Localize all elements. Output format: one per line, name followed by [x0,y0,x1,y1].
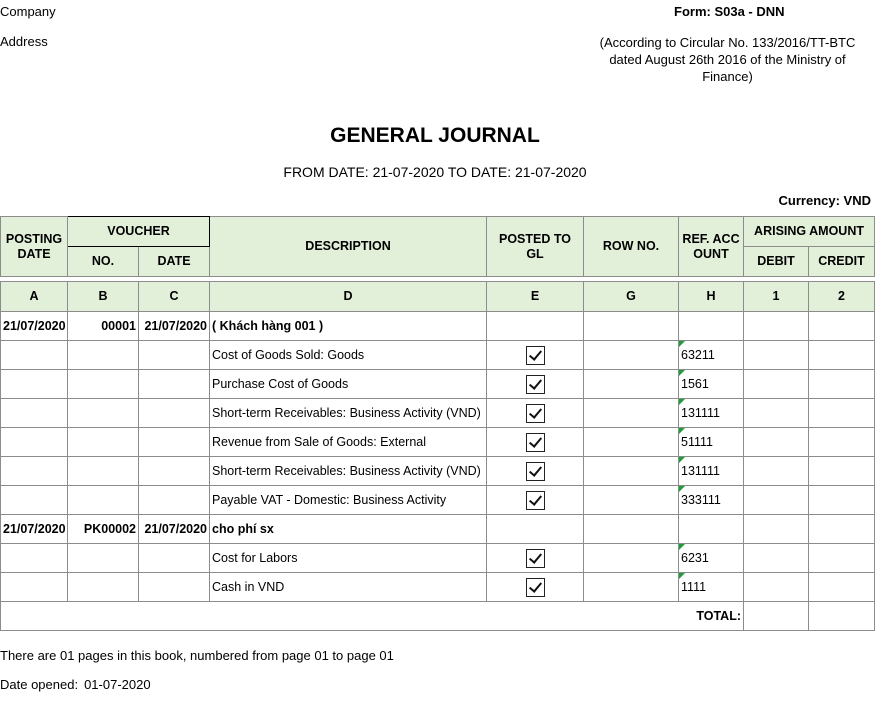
posted-checkbox[interactable] [526,404,545,423]
posting-date-cell [1,544,68,573]
voucher-no-cell [68,399,139,428]
posted-checkbox[interactable] [526,375,545,394]
credit-cell [809,573,875,602]
journal-line-row [1,428,875,457]
ref-account-value: 333111 [681,493,721,507]
col-arising-amount: ARISING AMOUNT [744,217,875,247]
posted-checkbox[interactable] [526,549,545,568]
debit-cell [744,544,809,573]
comment-marker-icon [679,573,685,579]
posted-to-gl-cell [487,515,584,544]
form-number: Form: S03a - DNN [674,4,785,19]
col-description: DESCRIPTION [210,217,487,277]
row-no-cell [584,515,679,544]
posting-date-cell [1,370,68,399]
ref-account-value: 131111 [681,406,720,420]
circular-line-2: dated August 26th 2016 of the Ministry of Finance) [609,52,846,84]
ref-account-value: 63211 [681,348,715,362]
posting-date-cell [1,457,68,486]
voucher-date-cell [139,457,210,486]
letter-h: H [679,282,744,312]
posted-checkbox[interactable] [526,433,545,452]
date-opened-label: Date opened: [0,677,79,692]
voucher-date-cell: 21/07/2020 [139,515,210,544]
posting-date-cell [1,573,68,602]
voucher-no-cell [68,486,139,515]
letter-b: B [68,282,139,312]
voucher-date-cell [139,573,210,602]
journal-line-row [1,399,875,428]
group-description-cell: ( Khách hàng 001 ) [210,312,487,341]
group-description-cell: cho phí sx [210,515,487,544]
ref-account-value: 6231 [681,551,709,565]
ref-account-cell [679,341,744,370]
total-debit-cell [744,602,809,631]
comment-marker-icon [679,428,685,434]
voucher-date-cell [139,486,210,515]
row-no-cell [584,573,679,602]
ref-account-cell [679,457,744,486]
posted-to-gl-cell [487,399,584,428]
voucher-no-cell: 00001 [68,312,139,341]
date-range: FROM DATE: 21-07-2020 TO DATE: 21-07-2020 [283,164,587,180]
circular-line-1: (According to Circular No. 133/2016/TT-BTC [599,35,856,50]
voucher-no-cell [68,370,139,399]
col-voucher: VOUCHER [68,217,210,247]
voucher-no-cell [68,544,139,573]
debit-cell [744,457,809,486]
comment-marker-icon [679,544,685,550]
journal-line-row [1,573,875,602]
line-description-cell: Revenue from Sale of Goods: External [210,428,487,457]
ref-account-value: 131111 [681,464,720,478]
journal-line-row [1,370,875,399]
line-description-cell: Cost of Goods Sold: Goods [210,341,487,370]
ref-account-cell [679,573,744,602]
debit-cell [744,341,809,370]
row-no-cell [584,399,679,428]
voucher-date-cell [139,399,210,428]
debit-cell [744,486,809,515]
letter-d: D [210,282,487,312]
total-label: TOTAL: [1,602,744,631]
letter-1: 1 [744,282,809,312]
voucher-date-cell [139,544,210,573]
debit-cell [744,515,809,544]
line-description-cell: Purchase Cost of Goods [210,370,487,399]
debit-cell [744,428,809,457]
posting-date-cell: 21/07/2020 [1,515,68,544]
journal-title: GENERAL JOURNAL [330,124,540,147]
credit-cell [809,312,875,341]
col-voucher-no: NO. [68,247,139,277]
line-description-cell: Short-term Receivables: Business Activity (VND) [210,399,487,428]
journal-table [0,216,875,631]
debit-cell [744,573,809,602]
line-description-cell: Cash in VND [210,573,487,602]
voucher-no-cell: PK00002 [68,515,139,544]
ref-account-cell [679,312,744,341]
voucher-date-cell [139,370,210,399]
credit-cell [809,370,875,399]
journal-line-row [1,486,875,515]
posted-checkbox[interactable] [526,578,545,597]
row-no-cell [584,370,679,399]
date-opened [0,677,151,692]
posted-to-gl-cell [487,341,584,370]
posted-to-gl-cell [487,428,584,457]
posted-to-gl-cell [487,370,584,399]
ref-account-cell [679,486,744,515]
credit-cell [809,341,875,370]
credit-cell [809,486,875,515]
col-posting-date: POSTING DATE [1,217,68,277]
currency-label: Currency: VND [778,193,871,208]
ref-account-cell [679,515,744,544]
credit-cell [809,399,875,428]
debit-cell [744,312,809,341]
row-no-cell [584,544,679,573]
comment-marker-icon [679,457,685,463]
line-description-cell: Payable VAT - Domestic: Business Activity [210,486,487,515]
voucher-no-cell [68,457,139,486]
posting-date-cell: 21/07/2020 [1,312,68,341]
credit-cell [809,544,875,573]
letter-c: C [139,282,210,312]
company-label: Company [0,4,56,19]
date-opened-value: 01-07-2020 [84,677,151,692]
row-no-cell [584,341,679,370]
posting-date-cell [1,399,68,428]
letter-g: G [584,282,679,312]
voucher-no-cell [68,428,139,457]
total-row [1,602,875,631]
debit-cell [744,370,809,399]
ref-account-cell [679,544,744,573]
voucher-date-cell [139,428,210,457]
posted-checkbox[interactable] [526,462,545,481]
voucher-date-cell [139,341,210,370]
comment-marker-icon [679,399,685,405]
comment-marker-icon [679,370,685,376]
col-posted-to-gl: POSTED TO GL [487,217,584,277]
debit-cell [744,399,809,428]
col-row-no: ROW NO. [584,217,679,277]
posted-checkbox[interactable] [526,491,545,510]
posting-date-cell [1,428,68,457]
col-debit: DEBIT [744,247,809,277]
posted-to-gl-cell [487,544,584,573]
ref-account-value: 51111 [681,435,713,449]
voucher-no-cell [68,573,139,602]
voucher-group-row [1,515,875,544]
line-description-cell: Cost for Labors [210,544,487,573]
posted-to-gl-cell [487,312,584,341]
address-label: Address [0,34,48,49]
credit-cell [809,457,875,486]
letter-e: E [487,282,584,312]
ref-account-value: 1561 [681,377,709,391]
posted-to-gl-cell [487,573,584,602]
circular-reference [590,34,865,85]
credit-cell [809,515,875,544]
row-no-cell [584,457,679,486]
line-description-cell: Short-term Receivables: Business Activity (VND) [210,457,487,486]
ref-account-cell [679,399,744,428]
col-voucher-date: DATE [139,247,210,277]
voucher-group-row [1,312,875,341]
row-no-cell [584,312,679,341]
posted-to-gl-cell [487,486,584,515]
ref-account-cell [679,428,744,457]
col-credit: CREDIT [809,247,875,277]
total-credit-cell [809,602,875,631]
credit-cell [809,428,875,457]
pages-note: There are 01 pages in this book, numbered from page 01 to page 01 [0,648,394,663]
journal-line-row [1,341,875,370]
ref-account-value: 1111 [681,580,707,594]
ref-account-cell [679,370,744,399]
col-ref-account: REF. ACCOUNT [679,217,744,277]
journal-line-row [1,457,875,486]
letter-2: 2 [809,282,875,312]
posted-checkbox[interactable] [526,346,545,365]
voucher-date-cell: 21/07/2020 [139,312,210,341]
letter-a: A [1,282,68,312]
posting-date-cell [1,341,68,370]
comment-marker-icon [679,341,685,347]
row-no-cell [584,486,679,515]
voucher-no-cell [68,341,139,370]
row-no-cell [584,428,679,457]
comment-marker-icon [679,486,685,492]
posted-to-gl-cell [487,457,584,486]
posting-date-cell [1,486,68,515]
journal-line-row [1,544,875,573]
